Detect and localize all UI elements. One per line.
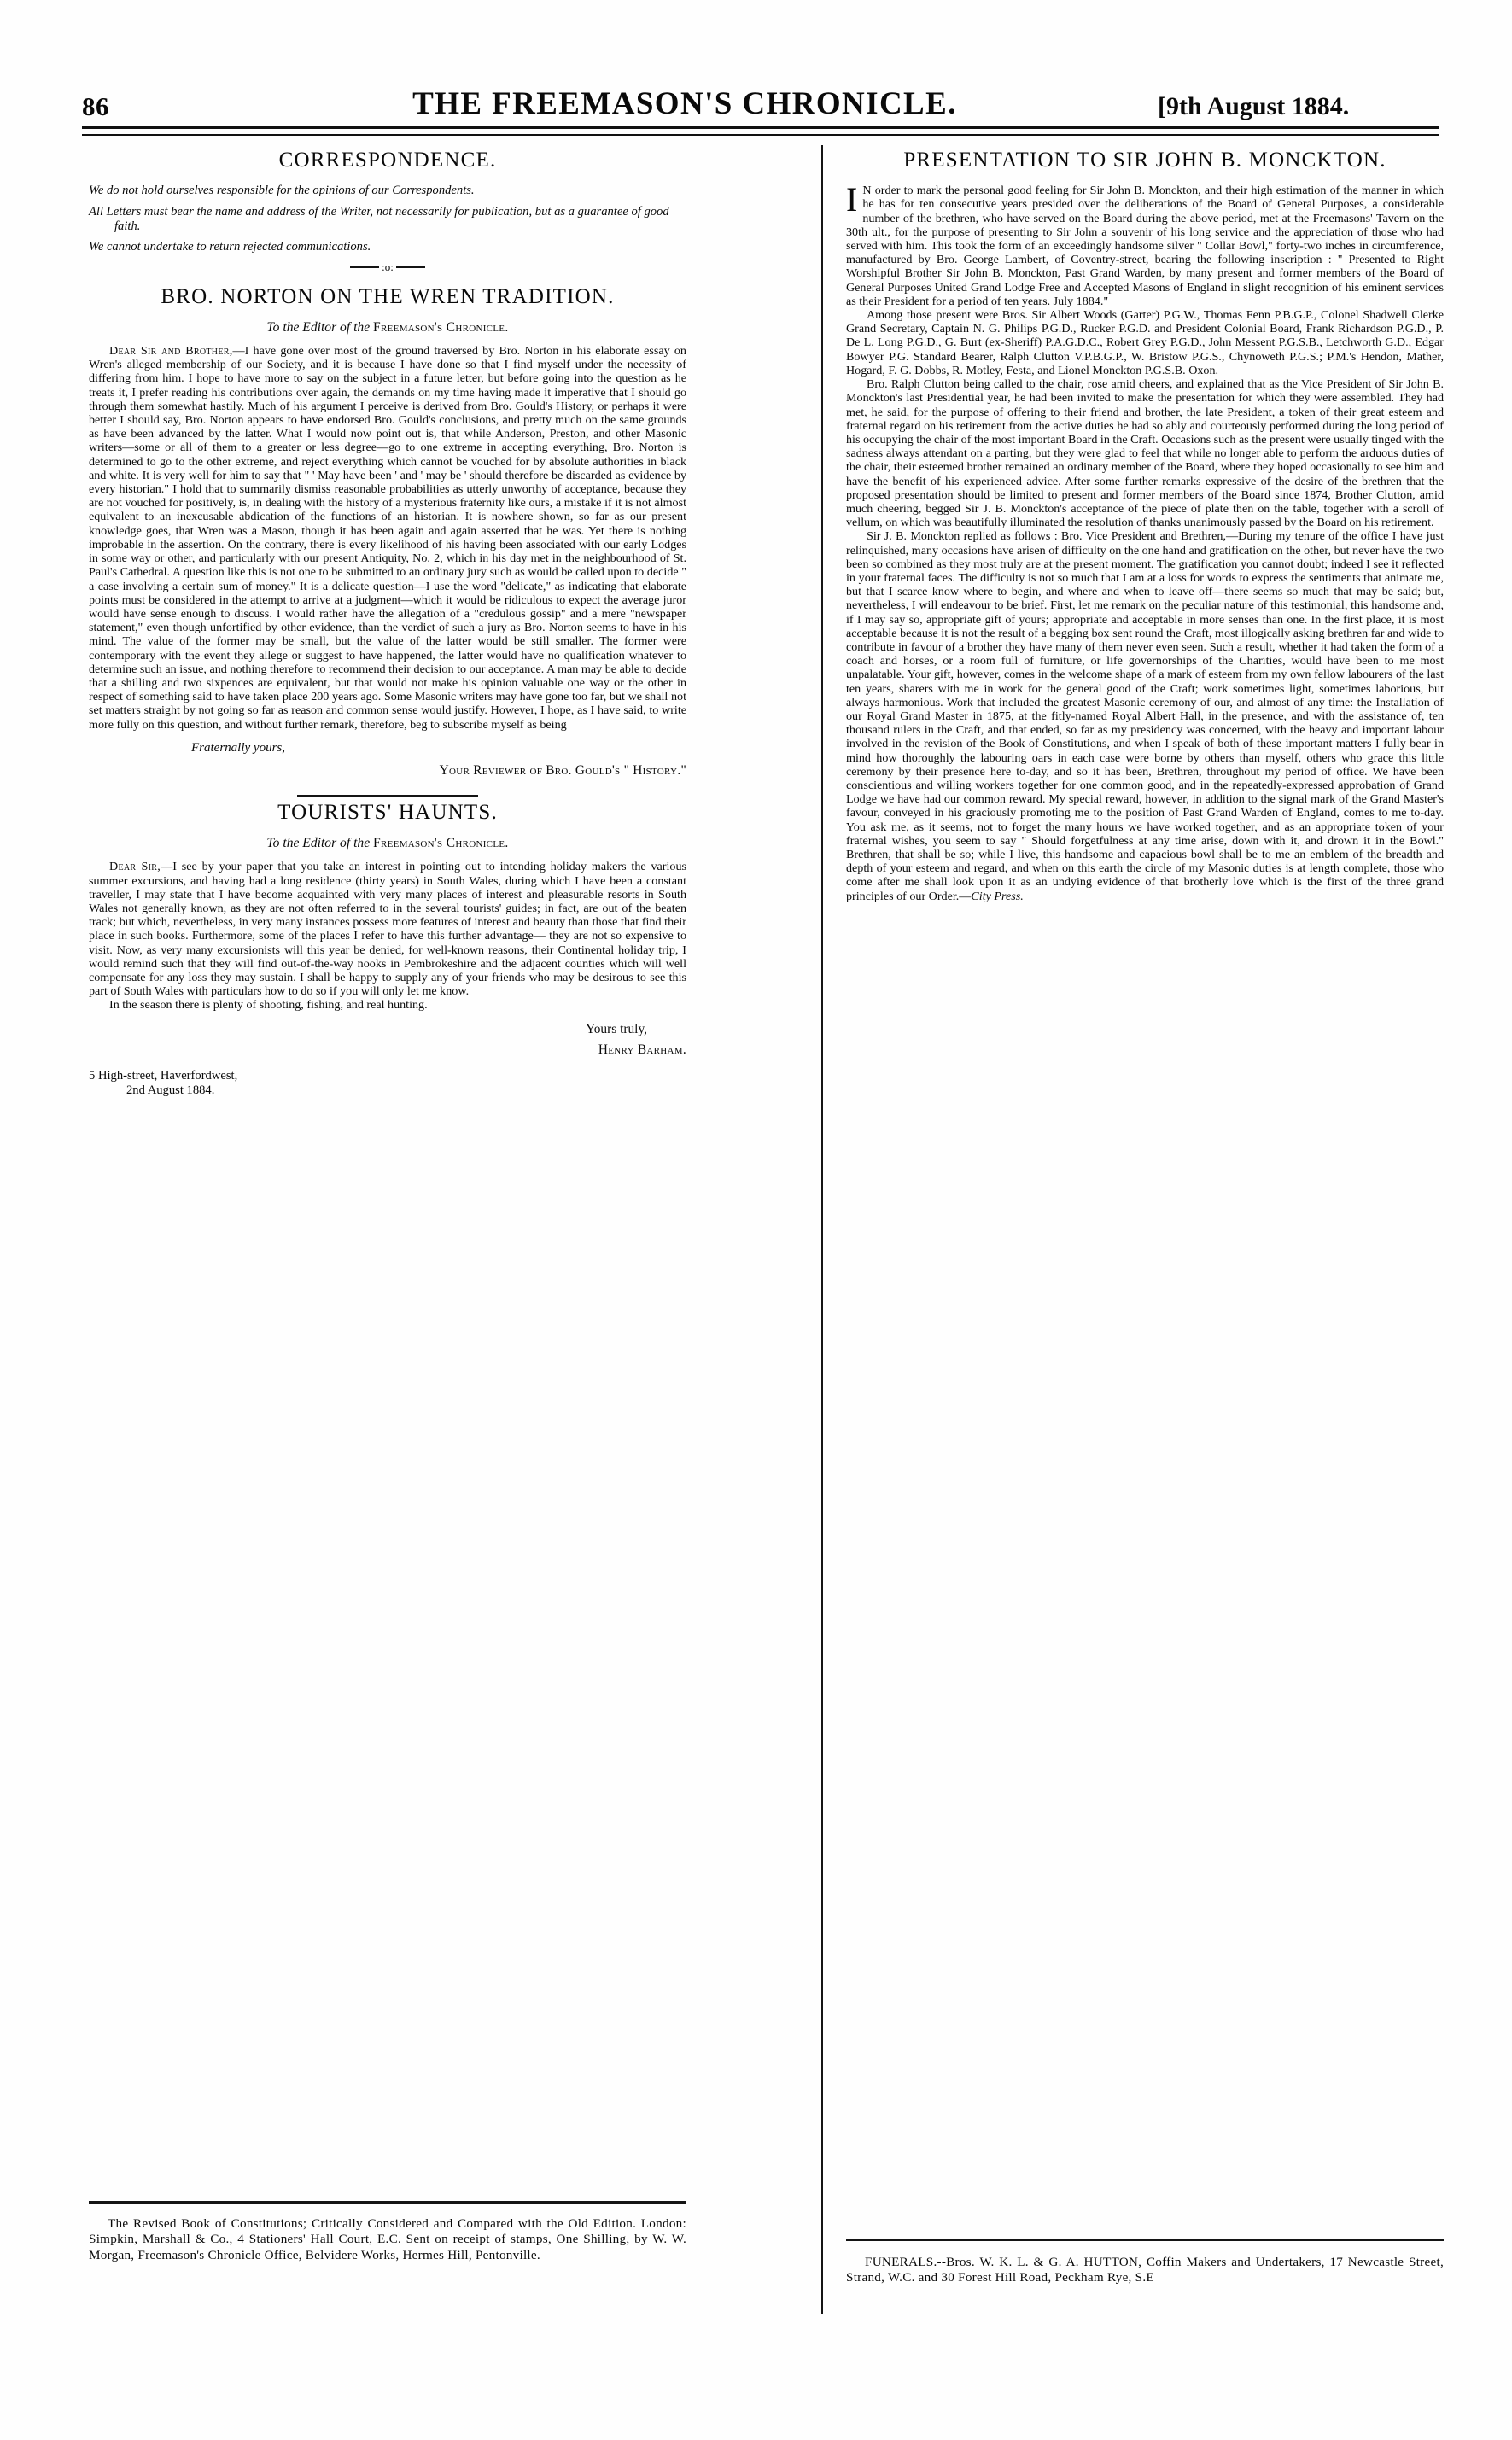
to-editor-italic-1: To the Editor of the	[266, 320, 374, 336]
monckton-para-1	[846, 180, 1444, 308]
drop-cap-letter: I	[846, 180, 858, 219]
column-divider	[821, 145, 823, 2314]
monckton-para-4	[846, 529, 1444, 902]
to-editor-paper-2: Freemason's Chronicle.	[373, 836, 509, 851]
address-line-2: 2nd August 1884.	[126, 1083, 215, 1097]
address-line-1: 5 High-street, Haverfordwest,	[89, 1068, 238, 1083]
norton-signature: Your Reviewer of Bro. Gould's " History."	[439, 762, 686, 778]
left-column	[89, 149, 686, 1098]
masthead	[82, 70, 1439, 120]
right-advert-rule	[846, 2239, 1444, 2241]
to-editor-italic-2: To the Editor of the	[266, 836, 374, 851]
section-rule-1	[297, 795, 478, 797]
right-column	[834, 149, 1444, 903]
issue-date: [9th August 1884.	[1158, 92, 1350, 120]
ornament-glyph: :o:	[382, 260, 394, 273]
monckton-para-1-text: N order to mark the personal good feeling for Sir John B. Monckton, and their high estimation of the manner in which he has for ten consecutive years presided over the deliberations of the Board of General Purposes, a considerable number of the brethren, who have served on the Board during the above period, met at the Freemasons' Tavern on the 30th ult., for the purpose of presenting to Sir John a souvenir of his long service and the appreciation of those who had served with him. This took the form of an exceedingly handsome silver " Collar Bowl," forty-two inches in circumference, manufactured by Bro. George Lambert, of Coventry-street, bearing the following inscription : " Presented to Right Worshipful Brother Sir John B. Monckton, Past Grand Warden, by many present and former members of the Board of General Purposes United Grand Lodge Free and Accepted Masons of England in slight recognition of his eminent services as their President for a period of ten years. July 1884."	[846, 184, 1444, 308]
article-heading-tourists: TOURISTS' HAUNTS.	[277, 801, 498, 825]
page-folio-number: 86	[82, 91, 109, 121]
monckton-para-2: Among those present were Bros. Sir Albert Woods (Garter) P.G.W., Thomas Fenn P.B.G.P., Colonel Shadwell Clerke Grand Secretary, Captain N. G. Philips P.G.D., Rucker P.G.D. and President Colonial Board, Frank Richardson P.G.D., P. De L. Long P.G.D., G. Burt (ex-Sheriff) P.A.G.D.C., Robert Grey P.G.D., John Messent P.G.S.B., Letchworth G.D., Edgar Bowyer P.G. Standard Bearer, Ralph Clutton V.P.B.G.P., W. Bristow P.G.S., Chynoweth P.G.S.; P.M.'s Hendon, Mather, Hogard, F. G. Dobbs, R. Motley, Festa, and Lionel Monckton P.G.S.B. Oxon.	[846, 308, 1444, 377]
editorial-note-3: We cannot undertake to return rejected communications.	[89, 240, 371, 254]
editorial-note-1: We do not hold ourselves responsible for the opinions of our Correspondents.	[89, 184, 475, 198]
tourists-letter-body-2: In the season there is plenty of shooting, fishing, and real hunting.	[109, 998, 428, 1013]
monckton-para-4-text: Sir J. B. Monckton replied as follows : Bro. Vice President and Brethren,—During my tenure of the office I have just relinquished, many occasions have arisen of difficulty on the one hand and gratification on the other, but never have the two been so combined as they most truly are at the present moment. The gratification you cannot doubt; indeed I see it reflected in your fraternal faces. The difficulty is not so much that I am at a loss for words to express the sentiments that animate me, but that I scarce know where to begin, and where and when to leave off—there seems so much that may be said; but, nevertheless, I will endeavour to be brief. First, let me remark on the peculiar nature of this testimonial, this handsome and, if I may say so, appropriate gift of yours; appropriate and acceptable in more senses than one. In the first place, it is most acceptable because it is not the result of a begging box sent round the Craft, most illogically asking brethren far and wide to contribute in favour of a brother they have many of them never even seen. Such a result, whether it had taken the form of a coach and horses, or a room full of furniture, or life governorships of the Charities, would have been to me most unpalatable. Your gift, however, comes in the welcome shape of a mark of esteem from my own fellow labourers of the last ten years, sharers with me in work for the general good of the Craft; work sometimes light, sometimes laborious, but always harmonious. Work that included the greatest Masonic ceremony of our, and almost of any time: the Installation of our Royal Grand Master in 1875, at the fitly-named Royal Albert Hall, in the presence, and with the assistance of, ten thousand rulers in the Craft, and that ended, so far as my presidency was concerned, with the heavy and important labour involved in the revision of the Book of Constitutions, and when I speak of both of these important matters I fully bear in mind how thoroughly the labouring oars in each case were borne by others than myself, others who grace this little ceremony by their presence here to-day, and so it has been, Brethren, throughout my period of office. We have been conscientious and willing workers together for one common good, and in the repeatedly-expressed approbation of Grand Lodge we have had our common reward. My special reward, however, in addition to the signal mark of the Grand Master's favour, conveyed in his graciously promoting me to the position of Past Grand Warden of England, comes to me to-day. You ask me, as it seems, not to forget the many hours we have worked together, and as an appropriate token of your fraternal wishes, you seem to say " Should forgetfulness at any time arise, down with it, and drown it in the Bowl." Brethren, that shall be so; while I live, this handsome and capacious bowl shall be to me an emblem of the breadth and depth of your esteem and regard, and when on this earth the circle of my Masonic duties is at length complete, those who come after me shall look upon it as an undying evidence of that brotherly love which is the first of the three grand principles of our Order.—	[846, 529, 1444, 903]
editorial-note-2: All Letters must bear the name and address of the Writer, not necessarily for publication, but as a guarantee of good faith.	[89, 204, 669, 234]
to-editor-line-1	[89, 320, 686, 336]
norton-letter-text: —I have gone over most of the ground traversed by Bro. Norton in his elaborate essay on Wren's alleged membership of our Society, and it is because I have done so that I find myself under the necessity of differing from him. I hope to have more to say on the subject in a future letter, but before going into the question as he treats it, I prefer reading his contributions over again, the demands on my time having made it imperative that I should go through them somewhat hastily. Much of his argument I perceive is derived from Bro. Gould's History, or perhaps it were better I should say, Bro. Norton appears to have endorsed Bro. Gould's conclusions, and pretty much on the same grounds as have been advanced by the latter. What I would now point out is, that while Anderson, Preston, and other Masonic writers—some or all of them to a greater or less degree—go to one extreme in accepting everything, Bro. Norton is determined to go to the other extreme, and reject everything which cannot be vouched for by absolute authorities in black and white. It is very well for him to say that " ' May have been ' and ' may be ' should therefore be discarded as evidence by every historian." I hold that to summarily dismiss reasonable probabilities as utterly unworthy of acceptance, because they are not vouched for positively, is, in dealing with the history of a mysterious fraternity like ours, a mistake if it is not almost equivalent to an inexcusable abdication of the functions of an historian. It is nowhere shown, so far as our present knowledge goes, that Wren was a Mason, though it has been again and again asserted that he was. Yet there is nothing improbable in the assertion. On the contrary, there is every likelihood of his having been associated with our early Lodges in some way or other, and particularly with our present Antiquity, No. 2, which in his day met in the neighbourhood of St. Paul's Cathedral. A question like this is not one to be submitted to an ordinary jury such as would be called upon to decide " a case involving a certain sum of money." It is a delicate question—I use the word "delicate," as indicating that elaborate points must be considered in the attempt to arrive at a judgment—which it would be ridiculous to expect the average juror would have sense enough to discuss. I would rather have the allegation of a "credulous gossip" and a mere "newspaper statement," even though unfortified by other evidence, than the verdict of such a jury as Bro. Norton seems to have in his mind. The value of the former may be small, but the value of the latter would be still smaller. The former were contemporary with the event they allege or suggest to have happened, the latter would have no qualification whatever to determine such an issue, and nothing therefore to recommend their decision to our acceptance. A man may be able to decide that a shilling and two sixpences are equivalent, but that would not make his opinion valuable one way or the other in respect of something said to have taken place 200 years ago. Some Masonic writers may have gone too far, but we shall not set matters straight by not going so far as reason and common sense would justify. However, I hope, as I have said, to write more fully on this question, and without further remark, therefore, beg to subscribe myself as being	[89, 344, 686, 732]
tourists-salutation: Dear Sir,	[109, 860, 161, 874]
right-advert-funerals: FUNERALS.--Bros. W. K. L. & G. A. HUTTON, Coffin Makers and Undertakers, 17 Newcastle Street, Strand, W.C. and 30 Forest Hill Road, Peckham Rye, S.E	[846, 2255, 1444, 2285]
norton-sign-off: Fraternally yours,	[191, 740, 285, 755]
tourists-sign-off: Yours truly,	[586, 1021, 647, 1036]
to-editor-line-2	[89, 836, 686, 851]
to-editor-paper-1: Freemason's Chronicle.	[373, 320, 509, 336]
monckton-para-3: Bro. Ralph Clutton being called to the chair, rose amid cheers, and explained that as the Vice President of Sir John B. Monckton's last Presidential year, he had been invited to make the presentation for which they were assembled. They had met, he said, for the purpose of offering to their friend and brother, the late President, a token of their great esteem and fraternal regard on his retirement from the active duties he had so ably and courteously performed during the long period of his occupying the chair of the most important Board in the Craft. Occasions such as the present were usually tinged with the sadness always attendant on a parting, but they were glad to feel that while no longer able to perform the arduous duties of the chair, their esteemed brother remained an ordinary member of the Board, where they hoped occasionally to see him and have the benefit of his experienced advice. After some further remarks expressive of the desire of the brethren that the proposed presentation should be limited to present and former members of the Board since 1874, Brother Clutton, amid much cheering, begged Sir J. B. Monckton's acceptance of the piece of plate then on the table, together with a scroll of vellum, on which was beautifully illuminated the resolution of thanks unanimously passed by the Board on his retirement.	[846, 377, 1444, 530]
left-advert-constitutions: The Revised Book of Constitutions; Critically Considered and Compared with the Old Edition. London: Simpkin, Marshall & Co., 4 Stationers' Hall Court, E.C. Sent on receipt of stamps, One Shilling, by W. W. Morgan, Freemason's Chronicle Office, Belvidere Works, Hermes Hill, Pentonville.	[89, 2216, 686, 2262]
article-heading-monckton: PRESENTATION TO SIR JOHN B. MONCKTON.	[903, 149, 1386, 172]
norton-salutation: Dear Sir and Brother,	[109, 344, 233, 359]
article-heading-norton: BRO. NORTON ON THE WREN TRADITION.	[161, 284, 615, 308]
tourists-signature: Henry Barham.	[598, 1042, 686, 1057]
norton-letter-body	[89, 344, 686, 732]
ornament-divider-1	[89, 261, 686, 272]
masthead-rule	[82, 126, 1439, 136]
publication-title: THE FREEMASON'S CHRONICLE.	[412, 86, 957, 121]
monckton-source-credit: City Press.	[971, 889, 1024, 903]
left-advert-rule	[89, 2201, 686, 2204]
correspondence-heading: CORRESPONDENCE.	[278, 149, 497, 172]
tourists-address	[89, 1069, 686, 1098]
tourists-letter-text: —I see by your paper that you take an interest in pointing out to intending holiday makers the various summer excursions, and having had a long residence (thirty years) in South Wales, during which I have been a constant traveller, I may state that I have become acquainted with very many places of interest and pleasurable resorts in South Wales not generally known, as they are not often referred to in the several tourists' guides; in fact, are out of the beaten track; but which, nevertheless, in very many instances possess more features of interest and beauty than those that find their place in such books. Furthermore, some of the places I refer to have this further advantage— they are not so expensive to visit. Now, as very many excursionists will this year be denied, for well-known reasons, their Continental holiday trip, I would remind such that they will find out-of-the-way nooks in Pembrokeshire and the adjacent counties which will well compensate for any loss they may sustain. I shall be happy to supply any of your friends who may be desirous to see this part of South Wales with particulars how to do so if you will only let me know.	[89, 860, 686, 999]
tourists-letter-body	[89, 860, 686, 998]
